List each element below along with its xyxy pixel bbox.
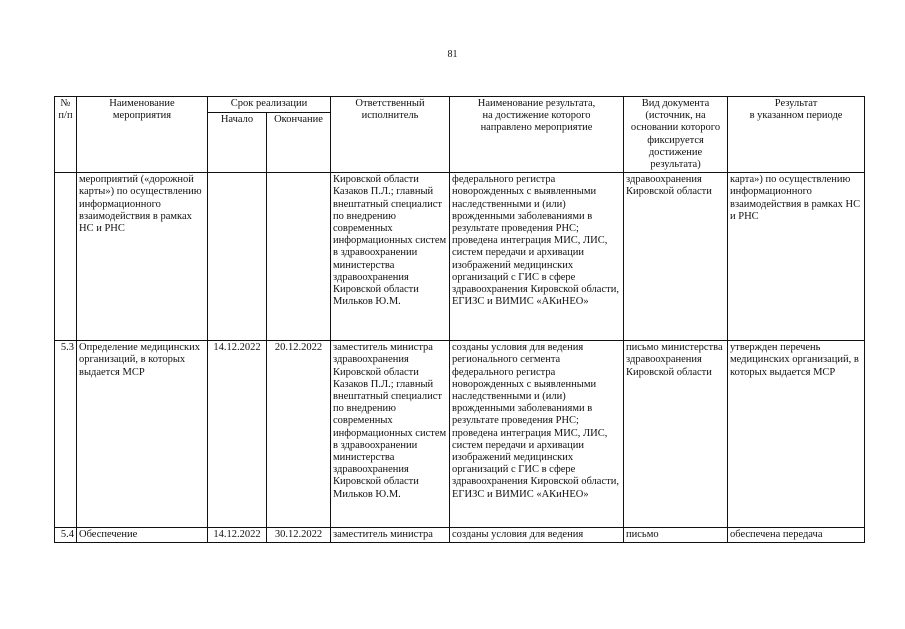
- cell-num: [55, 173, 77, 341]
- cell-start: [208, 173, 267, 341]
- header-doc-type: Вид документа (источник, на основании которого фиксируется достижение результата): [624, 97, 728, 173]
- cell-doc-type: письмо министерства здравоохранения Кировской области: [624, 341, 728, 528]
- table-row: [55, 341, 865, 528]
- cell-num: 5.4: [55, 528, 77, 543]
- cell-end: [267, 173, 331, 341]
- cell-name: мероприятий («дорожной карты») по осуществлению информационного взаимодействия в рамках НС и РНС: [77, 173, 208, 341]
- header-start: Начало: [208, 112, 267, 173]
- cell-doc-type: здравоохранения Кировской области: [624, 173, 728, 341]
- cell-result: карта») по осуществлению информационного взаимодействия в рамках НС и РНС: [728, 173, 865, 341]
- cell-name: Определение медицинских организаций, в которых выдается МСР: [77, 341, 208, 528]
- header-responsible: Ответственный исполнитель: [331, 97, 450, 173]
- cell-result-name: созданы условия для ведения: [450, 528, 624, 543]
- table-row: [55, 173, 865, 341]
- header-row: [55, 97, 865, 113]
- cell-result-name: созданы условия для ведения регионального сегмента федерального регистра новорожденных с выявленными наследственными и (или) врожденными заболеваниями в результате проведения РНС; проведена интеграция МИС, ЛИС, систем передачи и архивации изображений медицинских организаций с ГИС в сфере здравоохранения Кировской области, ЕГИЗС и ВИМИС «АКиНЕО»: [450, 341, 624, 528]
- header-end: Окончание: [267, 112, 331, 173]
- header-result-name: Наименование результата, на достижение которого направлено мероприятие: [450, 97, 624, 173]
- cell-name: Обеспечение: [77, 528, 208, 543]
- cell-result: обеспечена передача: [728, 528, 865, 543]
- cell-end: 30.12.2022: [267, 528, 331, 543]
- measures-table: [54, 96, 865, 543]
- cell-result-name: федерального регистра новорожденных с выявленными наследственными и (или) врожденными заболеваниями в результате проведения РНС; проведена интеграция МИС, ЛИС, систем передачи и архивации изображений медицинских организаций с ГИС в сфере здравоохранения Кировской области, ЕГИЗС и ВИМИС «АКиНЕО»: [450, 173, 624, 341]
- header-result: Результат в указанном периоде: [728, 97, 865, 173]
- table-row: [55, 528, 865, 543]
- cell-doc-type: письмо: [624, 528, 728, 543]
- cell-start: 14.12.2022: [208, 528, 267, 543]
- header-num: № п/п: [55, 97, 77, 173]
- cell-num: 5.3: [55, 341, 77, 528]
- cell-result: утвержден перечень медицинских организаций, в которых выдается МСР: [728, 341, 865, 528]
- header-period: Срок реализации: [208, 97, 331, 113]
- cell-responsible: заместитель министра: [331, 528, 450, 543]
- header-name: Наименование мероприятия: [77, 97, 208, 173]
- cell-end: 20.12.2022: [267, 341, 331, 528]
- cell-responsible: заместитель министра здравоохранения Кировской области Казаков П.Л.; главный внештатный специалист по внедрению современных информационных систем в здравоохранении министерства здравоохранения Кировской области Мильков Ю.М.: [331, 341, 450, 528]
- cell-responsible: Кировской области Казаков П.Л.; главный внештатный специалист по внедрению современных информационных систем в здравоохранении министерства здравоохранения Кировской области Мильков Ю.М.: [331, 173, 450, 341]
- cell-start: 14.12.2022: [208, 341, 267, 528]
- page-number: 81: [447, 49, 458, 60]
